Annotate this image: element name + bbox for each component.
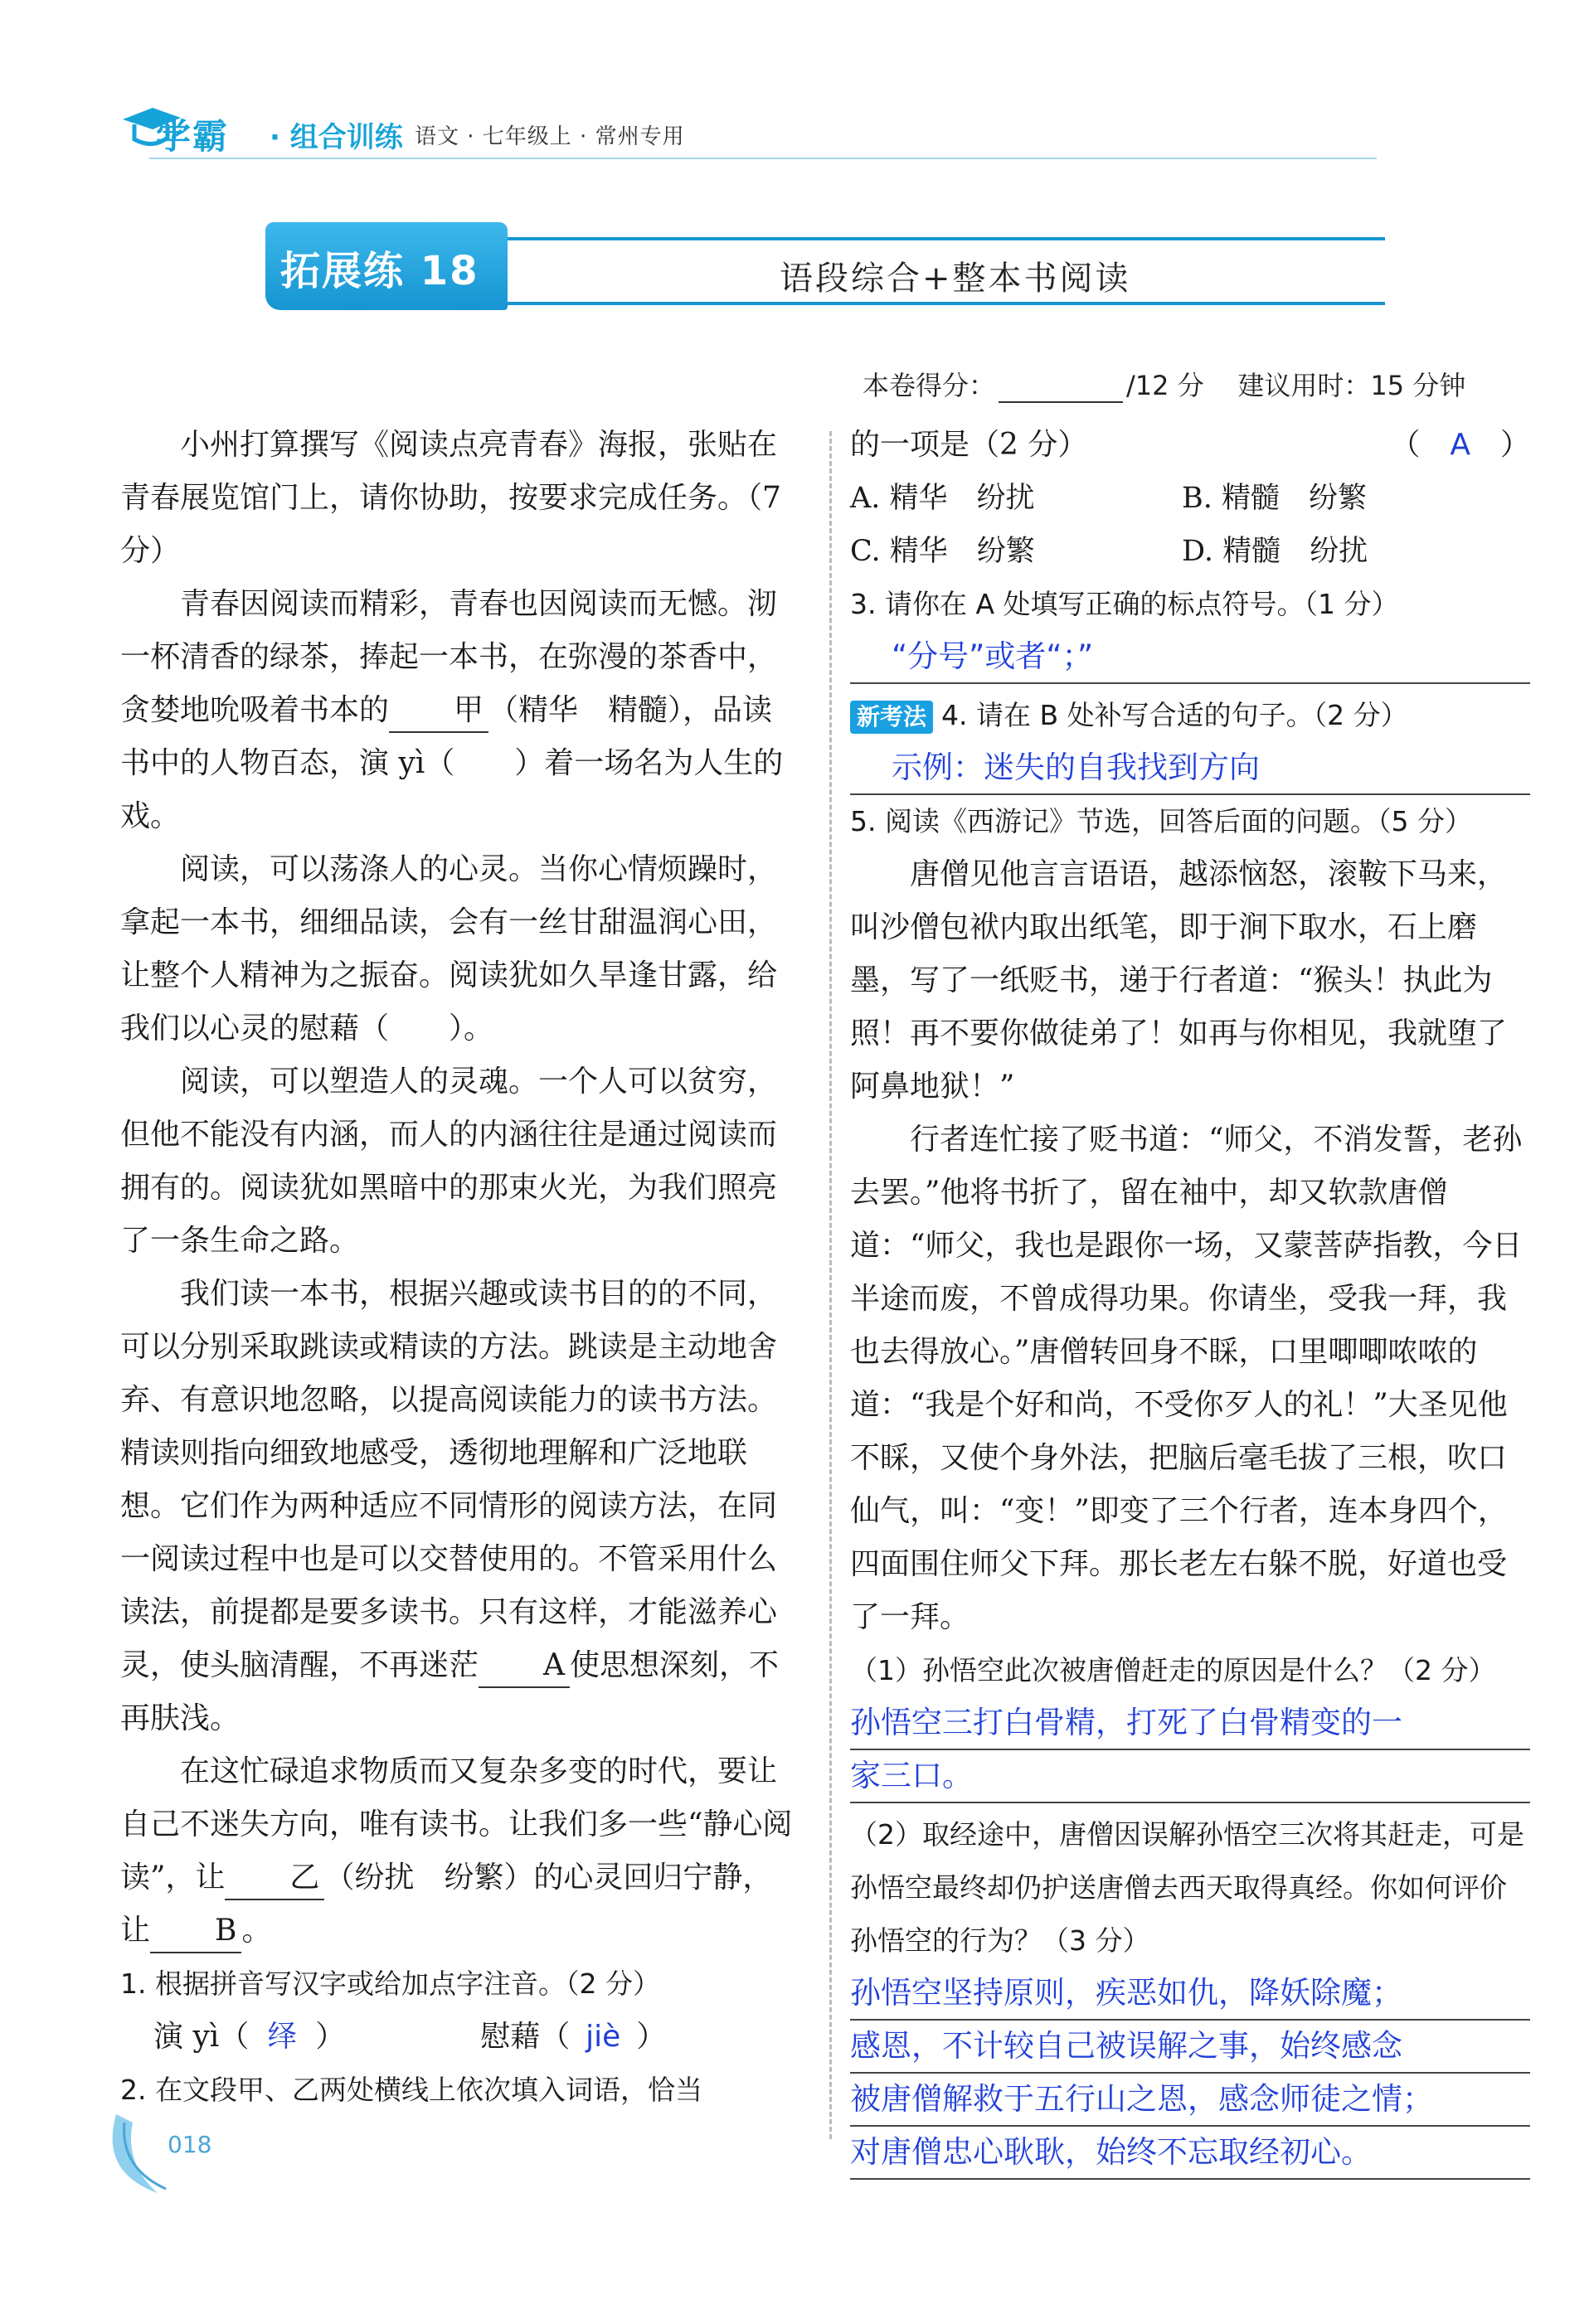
passage-paragraph-2: 阅读，可以荡涤人的心灵。当你心情烦躁时，拿起一本书，细细品读，会有一丝甘甜温润心田，让整个人精神为之振奋。阅读犹如久旱逢甘露，给我们以心灵的慰藉（ ）。 [120,852,778,1046]
score-blank[interactable] [999,376,1123,403]
blank-yi[interactable]: 乙 [225,1857,324,1900]
q2-answer[interactable]: A [1450,428,1470,462]
close-paren: ） [315,2020,346,2054]
exercise-number: 拓展练 18 [280,248,479,294]
paragraph-text: 。 [241,1914,272,1948]
score-total: /12 分 [1126,370,1204,401]
paragraph-text: （纷扰 纷繁）的心灵回归宁静，让 [120,1861,773,1948]
section-banner [265,222,1385,313]
passage-paragraph-5 [120,1745,800,1958]
series-name: · 组合训练 [270,121,403,154]
excerpt-paragraph-1: 唐僧见他言言语语，越添恼怒，滚鞍下马来，叫沙僧包袱内取出纸笔，即于涧下取水，石上磨墨，写了一纸贬书，递于行者道：“猴头！执此为照！再不要你做徒弟了！如再与你相见，我就堕了阿鼻地狱！” [850,857,1508,1104]
q2-text: 的一项是（2 分） [850,428,1088,462]
q5-1-answer-line-1[interactable]: 孙悟空三打白骨精，打死了白骨精变的一 [850,1697,1530,1750]
q1-answer-a[interactable]: 绎 [267,2020,298,2054]
q5-2-answer-line-1[interactable]: 孙悟空坚持原则，疾恶如仇，降妖除魔； [850,1967,1530,2021]
banner-top-rule [498,237,1385,240]
paragraph-text: （精华 精髓），品读书中的人物百态，演 yì（ ）着一场名为人生的戏。 [120,693,784,833]
new-exam-tag: 新考法 [850,701,933,734]
q1-answer-b[interactable]: jiè [586,2020,621,2054]
score-label: 本卷得分： [863,370,996,401]
excerpt-paragraph-2: 行者连忙接了贬书道：“师父，不消发誓，老孙去罢。”他将书折了，留在袖中，却又软款唐僧道：“师父，我也是跟你一场，又蒙菩萨指教，今日半途而废，不曾成得功果。你请坐，受我一拜，我也去得放心。”唐僧转回身不睬，口里唧唧哝哝的道：“我是个好和尚，不受你歹人的礼！”大圣见他不睬，又使个身外法，把脑后毫毛拔了三根，吹口仙气，叫：“变！”即变了三个行者，连本身四个，四面围住师父下拜。那长老左右躲不脱，好道也受了一拜。 [850,1123,1523,1634]
q5-2-answer-line-4[interactable]: 对唐僧忠心耿耿，始终不忘取经初心。 [850,2127,1530,2180]
option-b[interactable]: B. 精髓 纷繁 [1182,482,1367,515]
paragraph-text: 青春因阅读而精彩，青春也因阅读而无憾。沏一杯清香的绿茶，捧起一本书，在弥漫的茶香中，贪婪地吮吸着书本的 [120,587,778,727]
paragraph-text: 使思想深刻，不再肤浅。 [120,1648,780,1735]
page-header [116,98,1526,164]
blank-a[interactable]: A [479,1645,570,1688]
q4-answer[interactable]: 示例：迷失的自我找到方向 [850,742,1530,795]
question-3: 3. 请你在 A 处填写正确的标点符号。（1 分） [850,588,1399,620]
q5-2-answer-line-3[interactable]: 被唐僧解救于五行山之恩，感念师徒之情； [850,2074,1530,2127]
banner-tab [265,222,508,310]
column-divider [829,431,832,2139]
q2-answer-box: （ A ） [1390,428,1530,462]
q3-answer[interactable]: “分号”或者“；” [850,631,1530,684]
paragraph-text: 我们读一本书，根据兴趣或读书目的的不同，可以分别采取跳读或精读的方法。跳读是主动地舍弃、有意识地忽略，以提高阅读能力的读书方法。精读则指向细致地感受，透彻地理解和广泛地联想。它们作为两种适应不同情形的阅读方法，在同一阅读过程中也是可以交替使用的。不管采用什么读法，前提都是要多读书。只有这样，才能滋养心灵，使头脑清醒，不再迷茫 [120,1277,778,1682]
question-1: 1. 根据拼音写汉字或给加点字注音。（2 分） [120,1967,660,2000]
option-d[interactable]: D. 精髓 纷扰 [1182,535,1368,568]
passage-paragraph-4 [120,1268,800,1745]
question-2-continued [850,419,1530,472]
q1-item-a-label: 演 yì（ [153,2020,250,2054]
passage-paragraph-1 [120,578,800,843]
suggested-time: 建议用时：15 分钟 [1237,370,1466,401]
left-column [120,419,800,2117]
question-5-1: （1）孙悟空此次被唐僧赶走的原因是什么？（2 分） [850,1654,1496,1686]
question-4 [850,689,1530,742]
passage-paragraph-3: 阅读，可以塑造人的灵魂。一个人可以贫穷，但他不能没有内涵，而人的内涵往往是通过阅读而拥有的。阅读犹如黑暗中的那束火光，为我们照亮了一条生命之路。 [120,1065,778,1258]
option-a[interactable]: A. 精华 纷扰 [850,482,1035,515]
task-intro: 小州打算撰写《阅读点亮青春》海报，张贴在青春展览馆门上，请你协助，按要求完成任务。（7 分） [120,428,781,568]
option-c[interactable]: C. 精华 纷繁 [850,535,1035,568]
blank-b[interactable]: B [150,1910,241,1953]
score-line [863,365,1465,403]
q5-1-answer-line-2[interactable]: 家三口。 [850,1750,1530,1803]
page-number-badge [100,2098,241,2205]
right-column [850,419,1530,2180]
question-2: 2. 在文段甲、乙两处横线上依次填入词语，恰当 [120,2074,702,2106]
brand-name: 学霸 [156,116,230,157]
book-subtitle: 语文 · 七年级上 · 常州专用 [415,124,685,149]
q4-text: 4. 请在 B 处补写合适的句子。（2 分） [941,699,1408,731]
blank-jia[interactable]: 甲 [389,690,488,733]
section-title: 语段综合+整本书阅读 [780,260,1131,298]
close-paren: ） [636,2020,667,2054]
q5-2-answer-line-2[interactable]: 感恩，不计较自己被误解之事，始终感念 [850,2021,1530,2074]
question-5: 5. 阅读《西游记》节选，回答后面的问题。（5 分） [850,805,1472,837]
question-5-2: （2）取经途中，唐僧因误解孙悟空三次将其赶走，可是孙悟空最终却仍护送唐僧去西天取得真经。你如何评价孙悟空的行为？（3 分） [850,1818,1524,1957]
header-divider [149,158,1377,159]
banner-bottom-rule [498,302,1385,305]
q2-options [850,472,1530,578]
question-1-answers [120,2011,800,2064]
page-number: 018 [168,2131,212,2158]
paragraph-text: 在这忙碌追求物质而又复杂多变的时代，要让自己不迷失方向，唯有读书。让我们多一些“静心阅读”，让 [120,1754,793,1895]
q1-item-b-label: 慰藉（ [480,2020,571,2054]
